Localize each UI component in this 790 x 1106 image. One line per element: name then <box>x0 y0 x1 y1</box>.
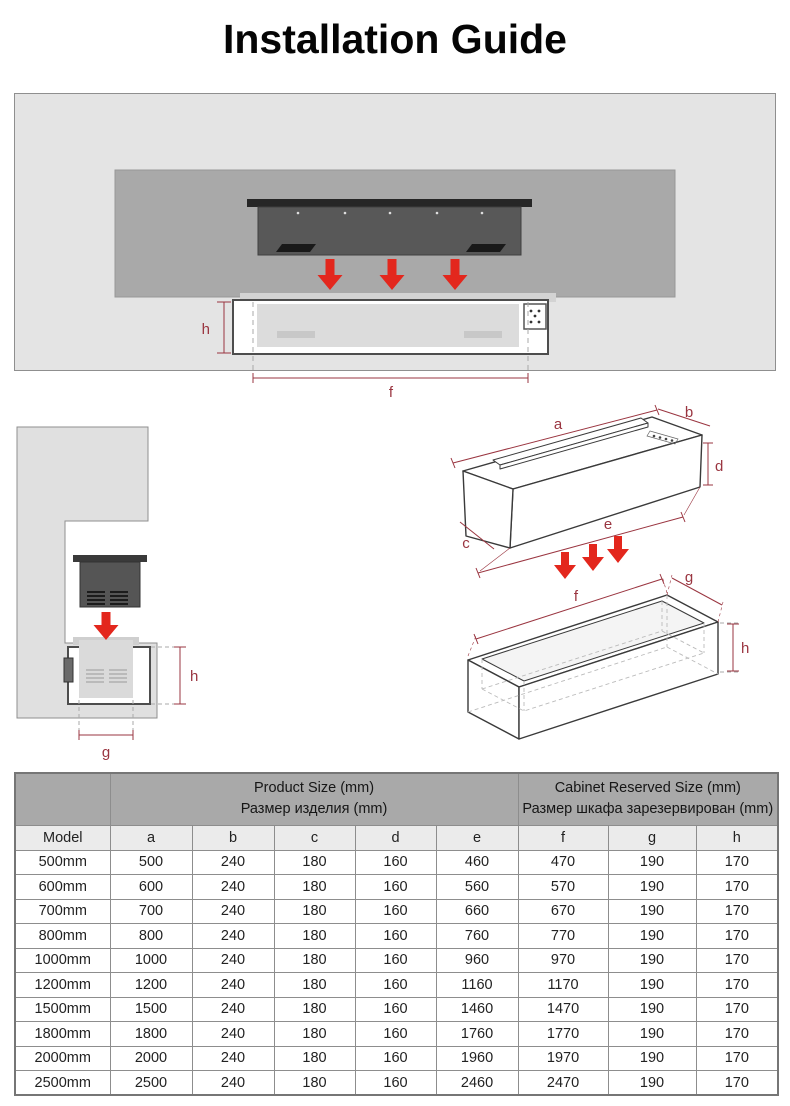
dim-a-cell: 1500 <box>110 997 192 1022</box>
dim-f-cell: 770 <box>518 924 608 949</box>
page-title: Installation Guide <box>223 16 567 62</box>
dim-f-cell: 1170 <box>518 973 608 998</box>
dim-a-cell: 2000 <box>110 1046 192 1071</box>
dim-d-cell: 160 <box>355 997 436 1022</box>
dim-h-cell: 170 <box>696 973 778 998</box>
cabinet-size-label-en: Cabinet Reserved Size (mm) <box>554 779 741 796</box>
model-cell: 500mm <box>15 850 110 875</box>
model-cell: 1200mm <box>15 973 110 998</box>
product-size-group-header <box>110 773 518 825</box>
table-row <box>15 875 778 900</box>
model-cell: 700mm <box>15 899 110 924</box>
cabinet-3d-box <box>468 595 718 739</box>
table-row <box>15 1046 778 1071</box>
power-outlet <box>524 304 546 329</box>
dim-b-cell: 240 <box>192 997 274 1022</box>
table-row <box>15 997 778 1022</box>
dim-b-cell: 240 <box>192 948 274 973</box>
column-header: d <box>355 825 436 850</box>
column-header: b <box>192 825 274 850</box>
fireplace-insert-side <box>73 555 147 607</box>
dim-d-cell: 160 <box>355 1071 436 1096</box>
power-outlet <box>64 658 73 682</box>
dim-g-cell: 190 <box>608 875 696 900</box>
table-row <box>15 1022 778 1047</box>
dim-e-cell: 760 <box>436 924 518 949</box>
dim-c-cell: 180 <box>274 924 355 949</box>
dim-f-cell: 670 <box>518 899 608 924</box>
dim-e-cell: 1760 <box>436 1022 518 1047</box>
fireplace-insert <box>247 199 532 255</box>
dim-g-cell: 190 <box>608 973 696 998</box>
model-cell: 1800mm <box>15 1022 110 1047</box>
model-cell: 2500mm <box>15 1071 110 1096</box>
column-header: g <box>608 825 696 850</box>
model-cell: 1500mm <box>15 997 110 1022</box>
cabinet-size-group-header <box>518 773 778 825</box>
dim-g-cell: 190 <box>608 924 696 949</box>
dimension-f <box>253 373 528 383</box>
table-row <box>15 850 778 875</box>
dim-a-cell: 600 <box>110 875 192 900</box>
dim-h-cell: 170 <box>696 875 778 900</box>
dim-d-cell: 160 <box>355 899 436 924</box>
dim-f-cell: 470 <box>518 850 608 875</box>
dim-g-cell: 190 <box>608 1022 696 1047</box>
dim-g-cell: 190 <box>608 1071 696 1096</box>
dim-g-cell: 190 <box>608 850 696 875</box>
dim-a-cell: 700 <box>110 899 192 924</box>
dim-b-cell: 240 <box>192 924 274 949</box>
dim-a-cell: 1000 <box>110 948 192 973</box>
dim-b-cell: 240 <box>192 899 274 924</box>
product-cabinet-3d-diagram <box>400 398 790 765</box>
dim-b-cell: 240 <box>192 875 274 900</box>
column-header: c <box>274 825 355 850</box>
dim-f-cell: 1770 <box>518 1022 608 1047</box>
dim-label-b: b <box>684 404 694 421</box>
dim-c-cell: 180 <box>274 1046 355 1071</box>
table-row <box>15 973 778 998</box>
dim-e-cell: 2460 <box>436 1071 518 1096</box>
dimension-h <box>174 647 186 704</box>
dim-c-cell: 180 <box>274 973 355 998</box>
table-column-header-row <box>15 825 778 850</box>
table-row <box>15 899 778 924</box>
table-row <box>15 948 778 973</box>
model-cell: 800mm <box>15 924 110 949</box>
dim-c-cell: 180 <box>274 899 355 924</box>
dim-b-cell: 240 <box>192 1022 274 1047</box>
dim-a-cell: 500 <box>110 850 192 875</box>
dim-c-cell: 180 <box>274 875 355 900</box>
table-row <box>15 1071 778 1096</box>
product-3d-box <box>463 417 702 548</box>
model-cell: 2000mm <box>15 1046 110 1071</box>
size-table <box>14 772 779 1096</box>
dim-h-cell: 170 <box>696 850 778 875</box>
dim-label-d: d <box>715 458 724 475</box>
dim-h-cell: 170 <box>696 997 778 1022</box>
dim-a-cell: 800 <box>110 924 192 949</box>
dim-label-g: g <box>101 744 111 761</box>
dim-e-cell: 960 <box>436 948 518 973</box>
dim-e-cell: 1160 <box>436 973 518 998</box>
dim-h-cell: 170 <box>696 899 778 924</box>
dim-label-f: f <box>388 384 394 399</box>
dim-d-cell: 160 <box>355 924 436 949</box>
dim-c-cell: 180 <box>274 1071 355 1096</box>
model-cell: 1000mm <box>15 948 110 973</box>
dim-f-cell: 2470 <box>518 1071 608 1096</box>
table-group-header-row <box>15 773 778 825</box>
table-row <box>15 924 778 949</box>
dim-a-cell: 2500 <box>110 1071 192 1096</box>
dim-h-cell: 170 <box>696 1046 778 1071</box>
side-installation-diagram <box>10 418 230 763</box>
column-header: e <box>436 825 518 850</box>
dim-label-e: e <box>603 516 613 533</box>
dim-d-cell: 160 <box>355 1046 436 1071</box>
dim-e-cell: 1460 <box>436 997 518 1022</box>
dim-e-cell: 1960 <box>436 1046 518 1071</box>
dim-c-cell: 180 <box>274 948 355 973</box>
insert-direction-arrow <box>94 612 119 640</box>
dim-f-cell: 1470 <box>518 997 608 1022</box>
dim-label-h: h <box>201 321 210 338</box>
ghost-unit <box>257 304 519 347</box>
dim-h-cell: 170 <box>696 924 778 949</box>
dim-g-cell: 190 <box>608 899 696 924</box>
dim-label-f: f <box>573 588 579 605</box>
dim-e-cell: 660 <box>436 899 518 924</box>
dim-label-g: g <box>684 569 694 586</box>
dim-a-cell: 1800 <box>110 1022 192 1047</box>
column-header: a <box>110 825 192 850</box>
table-body <box>15 850 778 1095</box>
front-installation-diagram <box>14 93 776 399</box>
ghost-unit <box>73 637 139 698</box>
extension-lines <box>720 623 738 672</box>
dim-h-cell: 170 <box>696 1022 778 1047</box>
dim-d-cell: 160 <box>355 948 436 973</box>
dim-e-cell: 460 <box>436 850 518 875</box>
dim-c-cell: 180 <box>274 850 355 875</box>
dim-label-h: h <box>741 640 750 657</box>
empty-corner-cell <box>15 773 110 825</box>
column-header: h <box>696 825 778 850</box>
dim-f-cell: 1970 <box>518 1046 608 1071</box>
model-cell: 600mm <box>15 875 110 900</box>
dim-g-cell: 190 <box>608 997 696 1022</box>
column-header: f <box>518 825 608 850</box>
dim-b-cell: 240 <box>192 850 274 875</box>
dim-g-cell: 190 <box>608 1046 696 1071</box>
dim-b-cell: 240 <box>192 973 274 998</box>
dim-b-cell: 240 <box>192 1071 274 1096</box>
dim-label-c: c <box>462 535 470 552</box>
dim-label-h: h <box>190 668 199 685</box>
dim-b-cell: 240 <box>192 1046 274 1071</box>
dim-d-cell: 160 <box>355 1022 436 1047</box>
dim-d-cell: 160 <box>355 973 436 998</box>
dim-g-cell: 190 <box>608 948 696 973</box>
dimension-g <box>79 730 133 740</box>
product-size-label-ru: Размер изделия (mm) <box>240 801 388 818</box>
product-size-label-en: Product Size (mm) <box>253 779 375 796</box>
column-header: Model <box>15 825 110 850</box>
dim-label-a: a <box>553 416 563 433</box>
dim-d-cell: 160 <box>355 850 436 875</box>
dim-d-cell: 160 <box>355 875 436 900</box>
cabinet-size-label-ru: Размер шкафа зарезервирован (mm) <box>522 801 774 818</box>
dim-h-cell: 170 <box>696 948 778 973</box>
dim-f-cell: 970 <box>518 948 608 973</box>
dim-c-cell: 180 <box>274 1022 355 1047</box>
dim-f-cell: 570 <box>518 875 608 900</box>
dim-h-cell: 170 <box>696 1071 778 1096</box>
dim-a-cell: 1200 <box>110 973 192 998</box>
dim-c-cell: 180 <box>274 997 355 1022</box>
dim-e-cell: 560 <box>436 875 518 900</box>
